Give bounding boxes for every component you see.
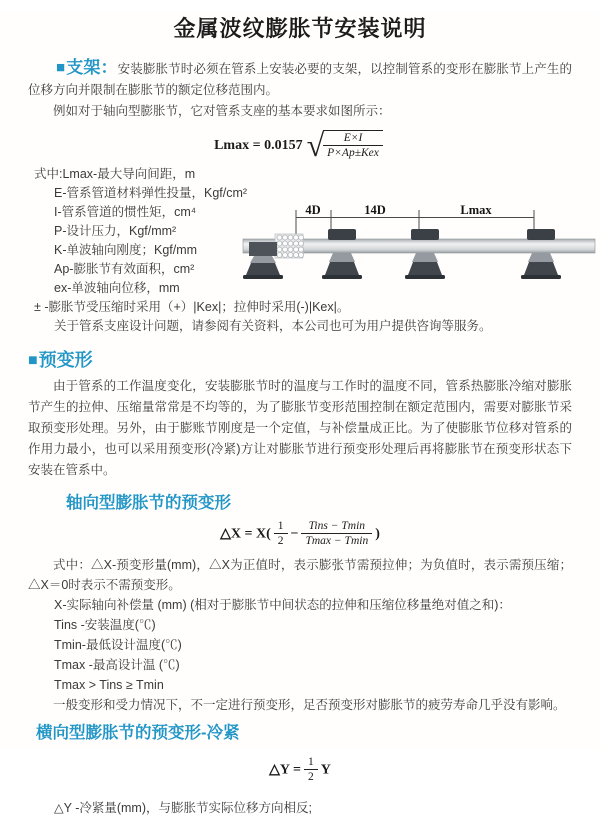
lateral-note: △Y -冷紧量(mm)，与膨胀节实际位移方向相反;	[54, 801, 312, 816]
lmax-fraction	[323, 130, 383, 161]
lateral-formula-lhs: △Y =	[269, 762, 301, 778]
axial-subheading: 轴向型膨胀节的预变形	[66, 493, 231, 512]
dimension-label-lmax: Lmax	[460, 203, 492, 217]
definition-item: ex-单波轴向位移，mm	[54, 280, 180, 295]
document-page	[0, 12, 600, 816]
lmax-fraction-denominator: P×Ap±Kex	[323, 145, 383, 160]
support-example-line: 例如对于轴向型膨胀节，它对管系支座的基本要求如图所示：	[53, 104, 391, 118]
axial-note: Tmin-最低设计温度(℃)	[54, 637, 182, 652]
guide-support	[322, 229, 362, 279]
anchor-support	[243, 242, 283, 279]
predeform-heading-text: 预变形	[38, 349, 93, 370]
lateral-preset-formula	[28, 755, 572, 785]
dimension-label-4d: 4D	[305, 203, 321, 217]
axial-note: Tmax -最高设计温 (℃)	[54, 657, 180, 672]
axial-note: X-实际轴向补偿量 (mm) (相对于膨胀节中间状态的拉伸和压缩位移量绝对值之和)：	[54, 597, 511, 612]
axial-formula-lhs: △X = X(	[220, 526, 271, 542]
axial-preset-formula	[28, 519, 572, 549]
axial-notes	[28, 555, 572, 715]
lateral-formula-rhs: Y	[320, 762, 331, 778]
blue-square-bullet: ■	[56, 59, 66, 76]
square-root	[306, 126, 386, 163]
definition-item: 式中:Lmax-最大导向间距，m	[34, 166, 196, 181]
fraction-denominator: 2	[304, 769, 318, 784]
blue-square-bullet: ■	[28, 351, 38, 369]
one-half-fraction	[274, 519, 288, 549]
fraction-numerator: Tins − Tmin	[308, 519, 366, 532]
predeform-section-heading	[28, 346, 572, 372]
radical-sign: √	[306, 126, 325, 163]
definition-item: ± -膨胀节受压缩时采用（+）|Kex|；拉伸时采用(-)|Kex|。	[34, 299, 350, 314]
axial-formula-rhs: )	[375, 526, 380, 542]
definition-item: I-管系管道的惯性矩，cm⁴	[54, 204, 197, 219]
support-paragraph	[28, 57, 572, 101]
lmax-fraction-numerator: E×I	[343, 132, 363, 144]
definition-item: P-设计压力，Kgf/mm²	[54, 223, 177, 238]
definition-item: E-管系管道材料弹性投量，Kgf/cm²	[54, 185, 248, 200]
guide-support	[521, 229, 561, 279]
temperature-fraction	[301, 519, 372, 549]
fraction-denominator: 2	[274, 533, 288, 548]
lmax-formula-lhs: Lmax = 0.0157	[214, 138, 303, 154]
lateral-subheading: 横向型膨胀节的预变形-冷紧	[36, 723, 240, 742]
fraction-denominator: Tmax − Tmin	[301, 533, 372, 548]
axial-note: Tins -安装温度(℃)	[54, 617, 156, 632]
document-content	[0, 12, 600, 816]
page-title: 金属波纹膨胀节安装说明	[173, 16, 427, 41]
definition-item: Ap-膨胀节有效面积，cm²	[54, 261, 195, 276]
support-section-label	[56, 58, 118, 77]
guide-support	[405, 229, 445, 279]
axial-note: 式中：△X-预变形量(mm)，△X为正值时，表示膨张节需预拉伸；为负值时，表示需预压缩；△X＝0时表示不需预变形。	[28, 557, 572, 592]
pipe-support-diagram	[242, 202, 600, 294]
bellows-expansion-joint	[275, 234, 304, 258]
minus-sign: −	[290, 526, 299, 542]
fraction-numerator: 1	[277, 519, 284, 532]
predeform-paragraph: 由于管系的工作温度变化，安装膨胀节时的温度与工作时的温度不同，管系热膨胀冷缩对膨胀节产生的拉伸、压缩量常常是不均等的，为了膨胀节变形范围控制在额定范围内，需要对膨胀节采取预变形处理。另外，由于膨账节刚度是一个定值，与补偿量成正比。为了使膨胀节位移对管系的作用力最小，也可以采用预变形(冷紧)方让对膨胀节进行预变形处理后再将膨胀节在预变形状态下安装在管系中。	[28, 378, 572, 477]
fraction-numerator: 1	[307, 755, 314, 768]
lmax-formula	[28, 126, 572, 163]
definition-item: K-单波轴向刚度；Kgf/mm	[54, 242, 198, 257]
dimension-label-14d: 14D	[364, 203, 386, 217]
support-paragraph-text: 安装膨胀节时必须在管系上安装必要的支架，以控制管系的变形在膨胀节上产生的位移方向并限制在膨胀节的额定位移范围内。	[28, 62, 572, 97]
support-label-text: 支架：	[66, 58, 118, 77]
axial-note: Tmax > Tins ≥ Tmin	[54, 677, 164, 692]
axial-note: 一般变形和受力情况下，不一定进行预变形，足否预变形对膨胀节的疲劳寿命几乎没有影响。	[53, 697, 566, 712]
one-half-fraction	[304, 755, 318, 785]
support-design-note: 关于管系支座设计问题，请参阅有关资料，本公司也可为用户提供咨询等服务。	[54, 318, 492, 333]
